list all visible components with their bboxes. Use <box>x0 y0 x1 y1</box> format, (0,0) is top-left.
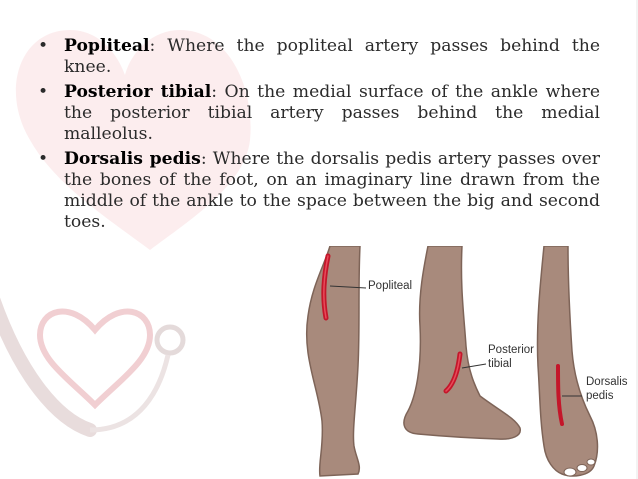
pulse-sites-list <box>38 36 600 237</box>
list-item-popliteal <box>38 36 600 78</box>
description-popliteal: : Where the popliteal artery passes behind the knee. <box>64 36 600 77</box>
term-popliteal: Popliteal <box>64 36 150 56</box>
term-posterior-tibial: Posterior tibial <box>64 82 212 102</box>
description-posterior-tibial: : On the medial surface of the ankle where the posterior tibial artery passes behind the medial malleolus. <box>64 82 600 144</box>
term-dorsalis-pedis: Dorsalis pedis <box>64 149 201 169</box>
leg-popliteal-view <box>307 246 366 476</box>
label-dorsalis-line1: Dorsalis <box>586 376 628 388</box>
list-item-dorsalis-pedis <box>38 149 600 233</box>
leg-dorsalis-pedis-view <box>537 246 597 476</box>
bullet-dot-icon: • <box>38 82 49 102</box>
label-posterior-line1: Posterior <box>488 344 535 356</box>
label-dorsalis-line2: pedis <box>586 390 614 402</box>
leg-posterior-tibial-view <box>404 246 520 439</box>
bullet-dot-icon: • <box>38 149 49 169</box>
label-popliteal: Popliteal <box>368 280 413 292</box>
legs-illustration-svg <box>300 246 638 479</box>
label-posterior-line2: tibial <box>488 358 512 370</box>
pulse-sites-illustration <box>300 246 638 479</box>
bullet-dot-icon: • <box>38 36 49 56</box>
description-dorsalis-pedis: : Where the dorsalis pedis artery passes over the bones of the foot, on an imaginary line drawn from the middle of the ankle to the space between the big and second toes. <box>64 149 600 232</box>
list-item-posterior-tibial <box>38 82 600 145</box>
